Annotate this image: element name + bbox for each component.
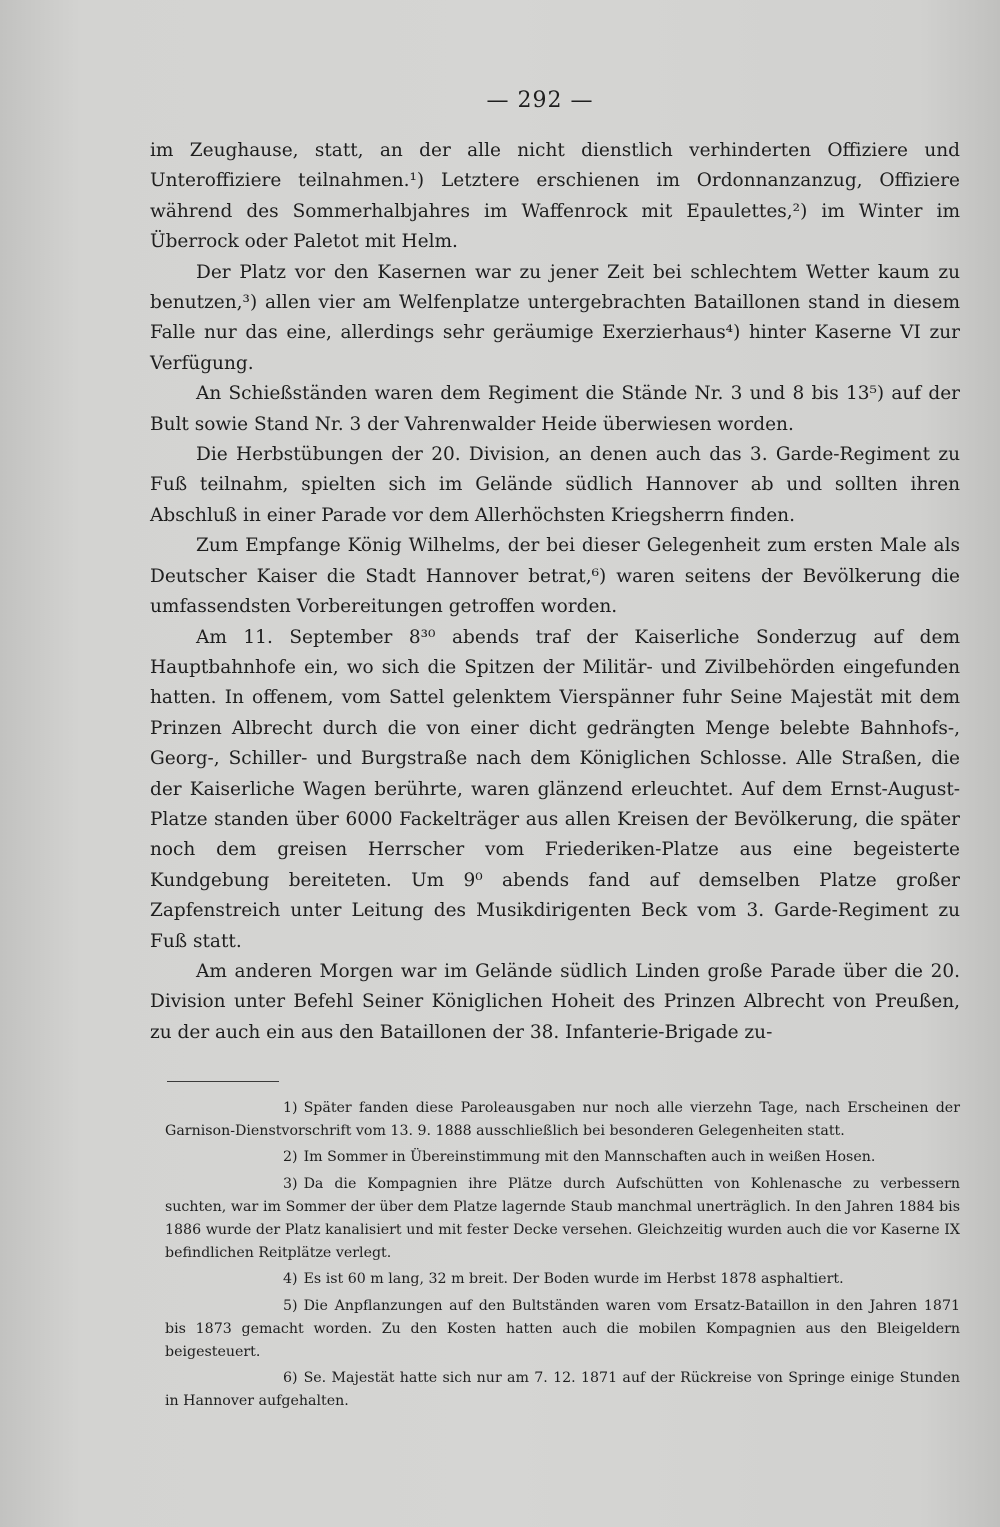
footnote-number: 4): [283, 1271, 298, 1288]
footnote: [165, 1295, 960, 1365]
paragraph: Der Platz vor den Kasernen war zu jener Zeit bei schlechtem Wetter kaum zu benutzen,³) allen vier am Welfenplatze untergebrachten Bataillonen stand in diesem Falle nur das eine, allerdings sehr geräumige Exerzierhaus⁴) hinter Kaserne VI zur Verfügung.: [150, 261, 960, 374]
footnote-number: 5): [283, 1297, 298, 1314]
footnote-text: Se. Majestät hatte sich nur am 7. 12. 1871 auf der Rückreise von Springe einige Stunden in Hannover aufgehalten.: [165, 1370, 960, 1410]
footnote-number: 2): [283, 1149, 298, 1166]
paragraph: An Schießständen waren dem Regiment die Stände Nr. 3 und 8 bis 13⁵) auf der Bult sowie Stand Nr. 3 der Vahrenwalder Heide überwiesen worden.: [150, 383, 960, 435]
footnote: [165, 1146, 960, 1169]
footnote: [165, 1268, 960, 1291]
footnote-divider: [167, 1081, 279, 1082]
paragraph: Zum Empfange König Wilhelms, der bei dieser Gelegenheit zum ersten Male als Deutscher Kaiser die Stadt Hannover betrat,⁶) waren seitens der Bevölkerung die umfassendsten Vorbereitungen getroffen worden.: [150, 535, 960, 618]
page-number: — 292 —: [486, 88, 594, 113]
footnote: [165, 1367, 960, 1413]
main-text: [150, 136, 960, 1048]
footnote: [165, 1173, 960, 1266]
paragraph: Am anderen Morgen war im Gelände südlich Linden große Parade über die 20. Division unter Befehl Seiner Königlichen Hoheit des Prinzen Albrecht von Preußen, zu der auch ein aus den Bataillonen der 38. Infanterie-Brigade zu-: [150, 960, 960, 1043]
paragraph: Die Herbstübungen der 20. Division, an denen auch das 3. Garde-Regiment zu Fuß teilnahm, spielten sich im Gelände südlich Hannover ab und sollten ihren Abschluß in einer Parade vor dem Allerhöchsten Kriegsherrn finden.: [150, 444, 960, 526]
paragraph: Am 11. September 8³⁰ abends traf der Kaiserliche Sonderzug auf dem Hauptbahnhofe ein, wo sich die Spitzen der Militär- und Zivilbehörden eingefunden hatten. In offenem, vom Sattel gelenktem Vierspänner fuhr Seine Majestät mit dem Prinzen Albrecht durch die von einer dicht gedrängten Menge belebte Bahnhofs-, Georg-, Schiller- und Burgstraße nach dem Königlichen Schlosse. Alle Straßen, die der Kaiserliche Wagen berührte, waren glänzend erleuchtet. Auf dem Ernst-August-Platze standen über 6000 Fackelträger aus allen Kreisen der Bevölkerung, die später noch dem greisen Herrscher vom Friederiken-Platze aus eine begeisterte Kundgebung bereiteten. Um 9⁰ abends fand auf demselben Platze großer Zapfenstreich unter Leitung des Musikdirigenten Beck vom 3. Garde-Regiment zu Fuß statt.: [150, 626, 960, 952]
paragraph: im Zeughause, statt, an der alle nicht dienstlich verhinderten Offiziere und Unteroffiziere teilnahmen.¹) Letztere erschienen im Ordonnanzanzug, Offiziere während des Sommerhalbjahres im Waffenrock mit Epaulettes,²) im Winter im Überrock oder Paletot mit Helm.: [150, 140, 960, 253]
footnote-number: 1): [283, 1100, 298, 1116]
footnote-number: 6): [283, 1370, 298, 1387]
footnote-text: Im Sommer in Übereinstimmung mit den Mannschaften auch in weißen Hosen.: [303, 1149, 876, 1166]
footnote-text: Es ist 60 m lang, 32 m breit. Der Boden wurde im Herbst 1878 asphaltiert.: [303, 1271, 844, 1288]
footnote-text: Die Anpflanzungen auf den Bultständen waren vom Ersatz-Bataillon in den Jahren 1871 bis 1873 gemacht worden. Zu den Kosten hatten auch die mobilen Kompagnien aus den Bleigeldern beigesteuert.: [165, 1297, 960, 1361]
footnotes: [165, 1097, 960, 1417]
footnote-text: Da die Kompagnien ihre Plätze durch Aufschütten von Kohlenasche zu verbessern suchten, war im Sommer der über dem Platze lagernde Staub manchmal unerträglich. In den Jahren 1884 bis 1886 wurde der Platz kanalisiert und mit fester Decke versehen. Gleichzeitig wurden auch die vor Kaserne IX befindlichen Reitplätze verlegt.: [165, 1175, 960, 1262]
footnote: [165, 1097, 960, 1143]
footnote-text: Später fanden diese Paroleausgaben nur noch alle vierzehn Tage, nach Erscheinen der Garnison-Dienstvorschrift vom 13. 9. 1888 ausschließlich bei besonderen Gelegenheiten statt.: [165, 1100, 960, 1140]
footnote-number: 3): [283, 1175, 298, 1192]
